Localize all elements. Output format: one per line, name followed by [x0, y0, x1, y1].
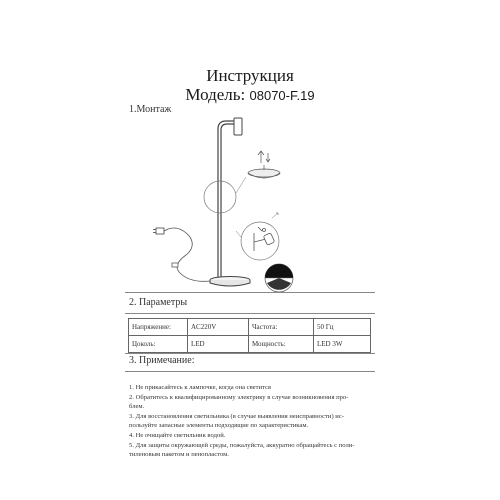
document-title: Инструкция — [206, 66, 294, 85]
detail-circle-pole — [204, 181, 236, 213]
note-line: 3. Для восстановления светильника (в случае выявления неисправности) ис- — [129, 412, 344, 420]
section-heading-parameters: 2. Параметры — [129, 297, 188, 308]
param-label: Цоколь: — [129, 336, 188, 353]
divider — [125, 353, 375, 354]
param-value: AC220V — [188, 319, 249, 336]
param-value: LED 3W — [314, 336, 371, 353]
model-number: 08070-F.19 — [249, 88, 315, 103]
note-line: блем. — [129, 403, 145, 411]
param-label: Мощность: — [249, 336, 314, 353]
param-value: 50 Гц — [314, 319, 371, 336]
note-line: 5. Для защиты окружающей среды, пожалуйста, аккуратно обращайтесь с поли- — [129, 441, 355, 449]
table-row — [129, 336, 371, 353]
parameters-table — [128, 318, 371, 353]
power-cable — [164, 228, 210, 281]
lamp-head-icon — [234, 118, 242, 135]
plug-icon — [153, 228, 164, 234]
lamp-pole — [218, 121, 234, 277]
table-row — [129, 319, 371, 336]
divider — [125, 313, 375, 314]
divider — [125, 292, 375, 293]
floor-lamp-diagram — [150, 115, 350, 300]
param-value: LED — [188, 336, 249, 353]
note-line: 1. Не прикасайтесь к лампочке, когда она светится — [129, 384, 271, 391]
detail-joint-exploded — [248, 151, 280, 178]
param-label: Напряжение: — [129, 319, 188, 336]
note-line: пользуйте запасные элементы подходящие по характеристикам. — [129, 422, 309, 430]
lamp-base-icon — [210, 277, 250, 287]
note-line: тиленовым пакетом и пенопластом. — [129, 451, 229, 459]
param-label: Частота: — [249, 319, 314, 336]
section-heading-installation: 1.Монтаж — [129, 104, 172, 115]
cable-switch-icon — [172, 263, 178, 267]
divider — [125, 371, 375, 372]
head-joint-icon — [254, 227, 275, 251]
notes-list — [129, 383, 379, 460]
note-line: 4. Не очищайте светильник водой. — [129, 431, 226, 439]
model-line — [0, 85, 500, 105]
section-heading-notes: 3. Примечание: — [129, 355, 195, 366]
model-label: Модель: — [185, 85, 246, 104]
note-line: 2. Обратитесь к квалифицированному электрику в случае возникновения про- — [129, 393, 349, 401]
base-dome-detail-icon — [265, 264, 293, 292]
